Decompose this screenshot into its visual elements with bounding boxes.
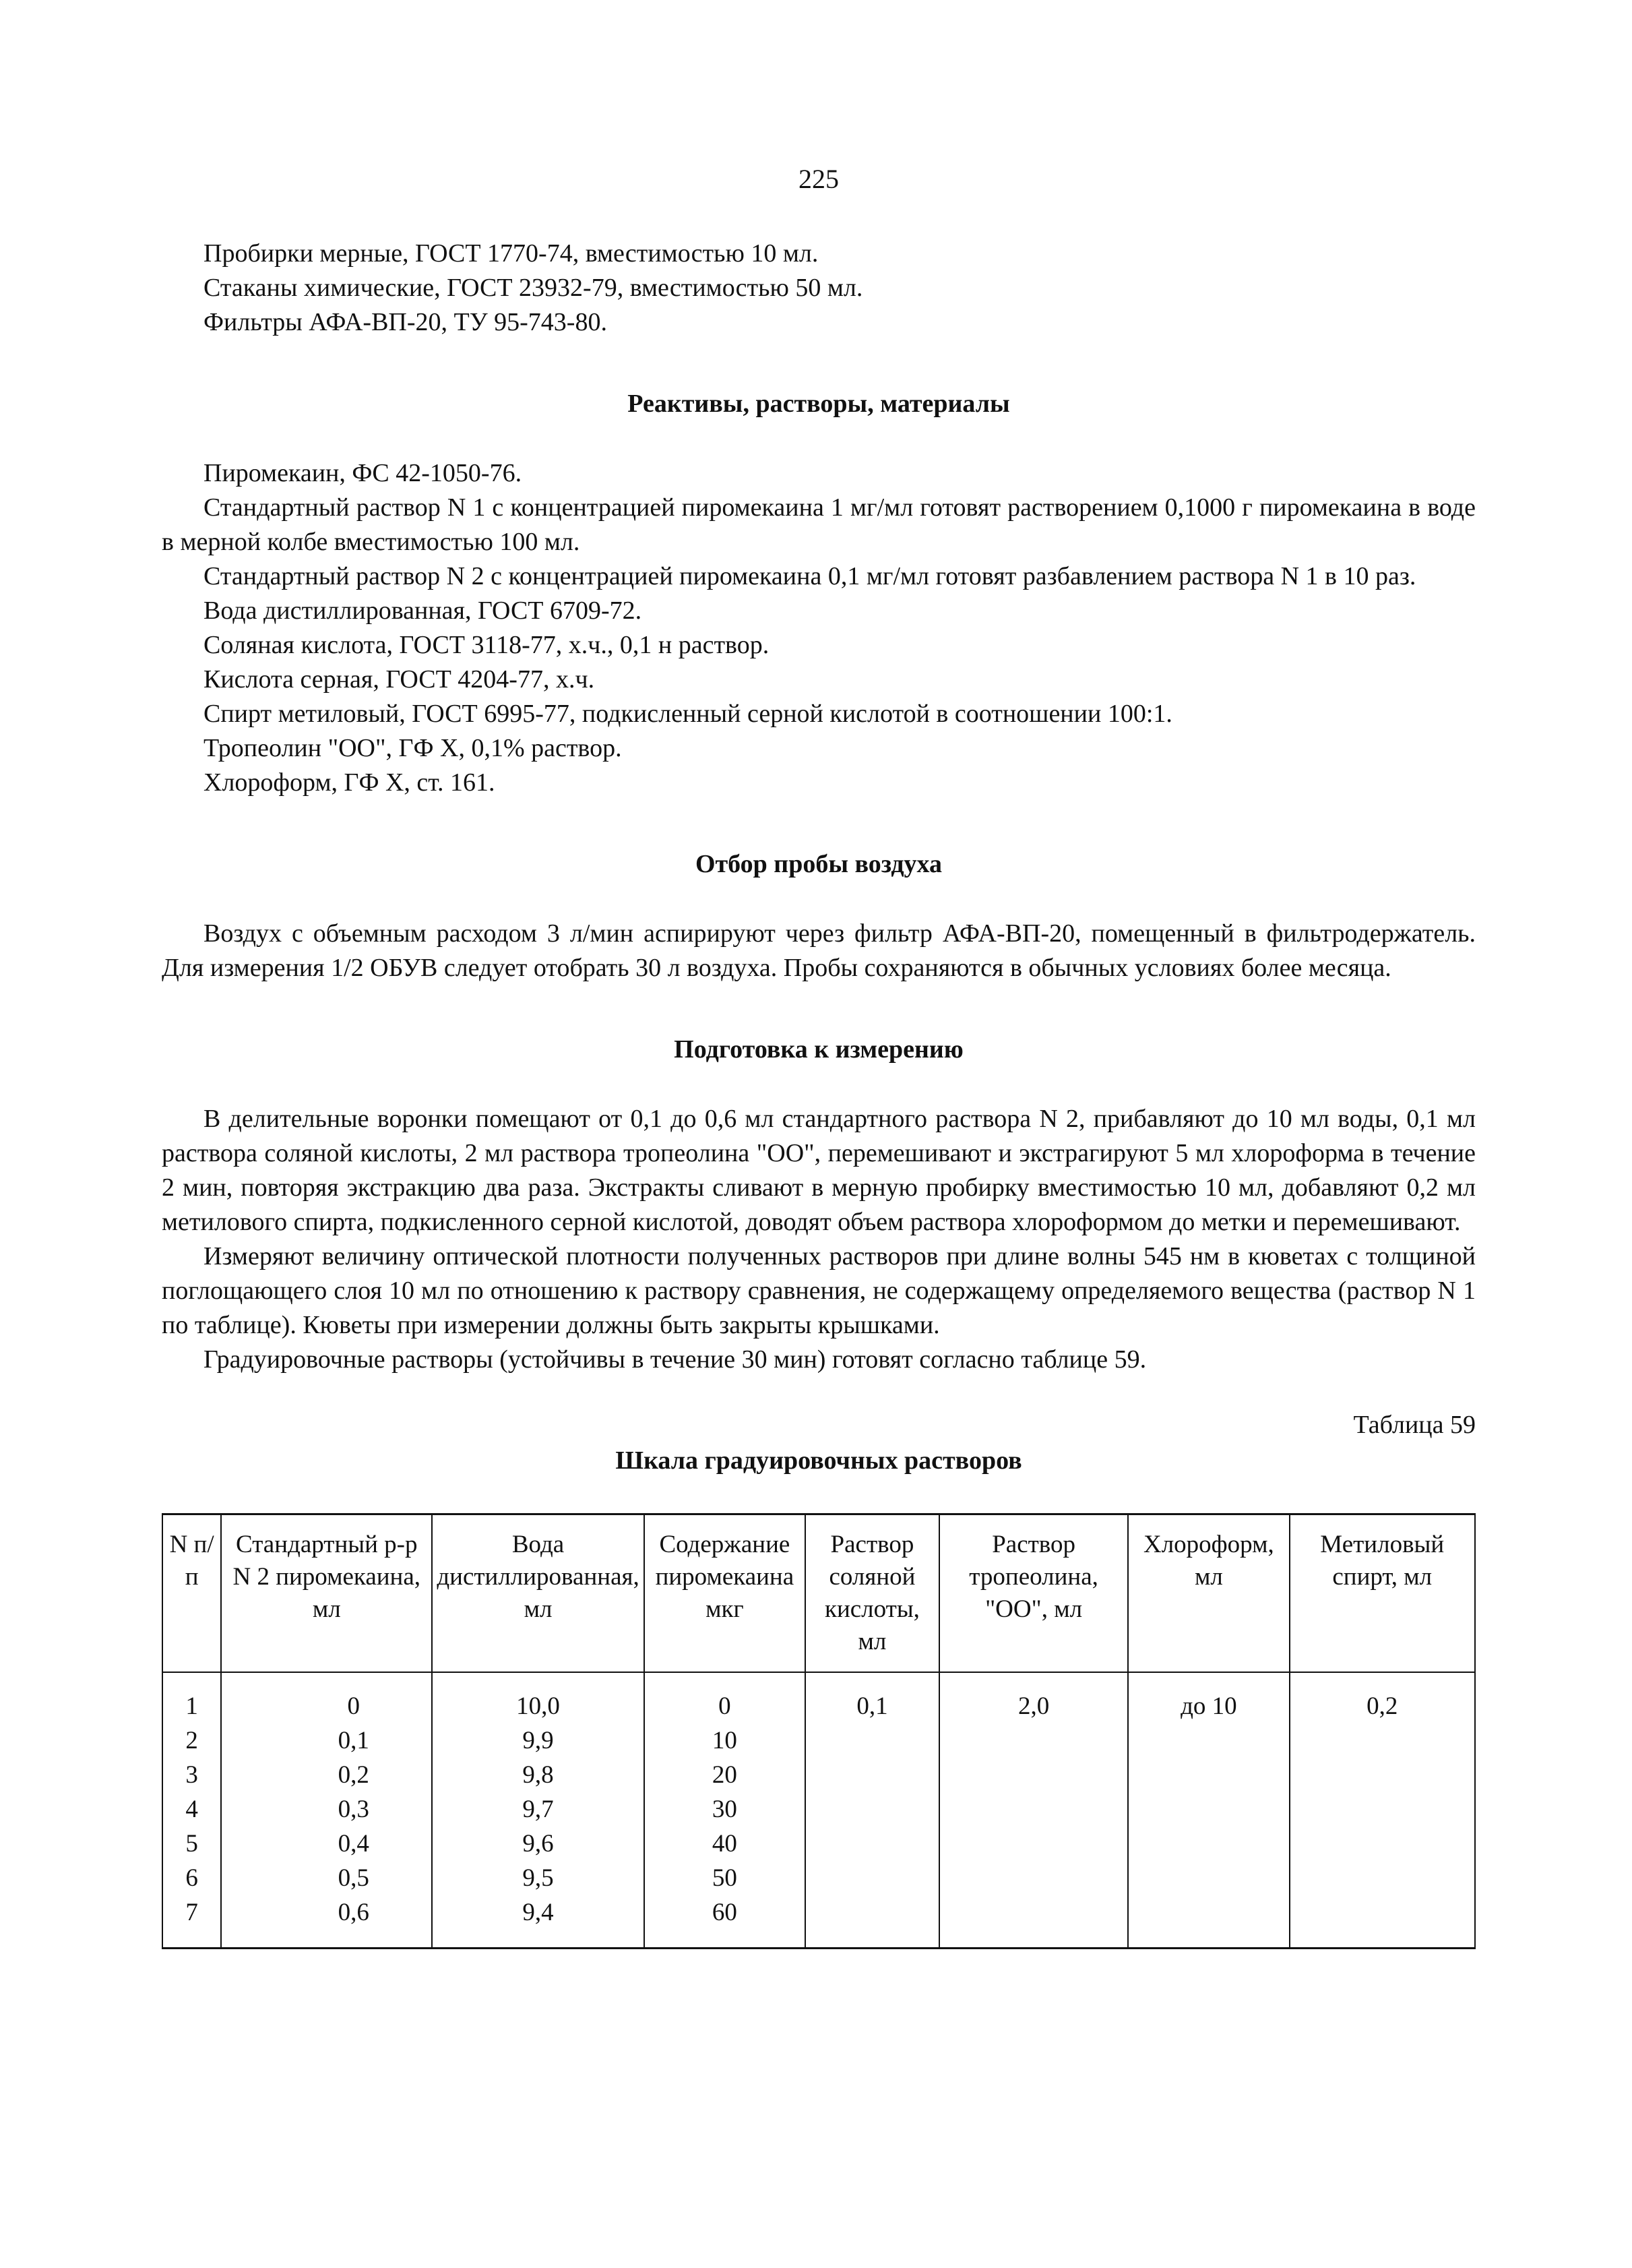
preparation-paragraph: Градуировочные растворы (устойчивы в течение 30 мин) готовят согласно таблице 59. [203, 1345, 1147, 1374]
cell-standard: 0,5 [221, 1862, 432, 1897]
header-water: Вода дистиллированная, мл [432, 1514, 644, 1673]
calibration-table-wrapper [162, 1513, 1476, 1949]
cell-water: 10,0 [432, 1672, 644, 1725]
cell-water: 9,5 [432, 1862, 644, 1897]
header-methanol: Метиловый спирт, мл [1290, 1514, 1476, 1673]
cell-content: 10 [644, 1725, 805, 1759]
table-title: Шкала градуировочных растворов [615, 1446, 1022, 1475]
cell-standard: 0,2 [221, 1759, 432, 1794]
cell-content: 30 [644, 1794, 805, 1828]
cell-content: 20 [644, 1759, 805, 1794]
reagents-list [162, 456, 1476, 800]
reagent-item: Кислота серная, ГОСТ 4204-77, х.ч. [203, 665, 595, 694]
header-n: N п/п [162, 1514, 221, 1673]
equipment-item: Фильтры АФА-ВП-20, ТУ 95-743-80. [203, 308, 607, 336]
preparation-paragraph: Измеряют величину оптической плотности полученных растворов при длине волны 545 нм в кюветах с толщиной поглощающего слоя 10 мл по отношению к раствору сравнения, не содержащему определяемого вещества (раствор N 1 по таблице). Кюветы при измерении должны быть закрыты крышками. [162, 1242, 1476, 1339]
header-content: Содержание пиромекаина мкг [644, 1514, 805, 1673]
cell-content: 0 [644, 1672, 805, 1725]
cell-standard: 0,4 [221, 1828, 432, 1862]
cell-water: 9,4 [432, 1897, 644, 1949]
cell-standard: 0,6 [221, 1897, 432, 1949]
preparation-heading: Подготовка к измерению [674, 1035, 964, 1064]
cell-n: 2 [162, 1725, 221, 1759]
sampling-paragraph: Воздух с объемным расходом 3 л/мин аспирируют через фильтр АФА-ВП-20, помещенный в фильтродержатель. Для измерения 1/2 ОБУВ следует отобрать 30 л воздуха. Пробы сохраняются в обычных условиях более месяца. [162, 919, 1476, 982]
cell-standard: 0,3 [221, 1794, 432, 1828]
document-page [162, 162, 1476, 1949]
table-label: Таблица 59 [1353, 1411, 1476, 1439]
cell-water: 9,8 [432, 1759, 644, 1794]
cell-tropeolin: 2,0 [939, 1672, 1128, 1949]
reagents-heading: Реактивы, растворы, материалы [627, 390, 1010, 418]
header-standard-solution: Стандартный р-р N 2 пиромекаина, мл [221, 1514, 432, 1673]
cell-water: 9,7 [432, 1794, 644, 1828]
header-chloroform: Хлороформ, мл [1128, 1514, 1289, 1673]
page-number: 225 [798, 164, 839, 194]
reagent-item: Вода дистиллированная, ГОСТ 6709-72. [203, 596, 642, 625]
reagent-item: Спирт метиловый, ГОСТ 6995-77, подкисленный серной кислотой в соотношении 100:1. [203, 700, 1172, 728]
cell-chloroform: до 10 [1128, 1672, 1289, 1949]
sampling-heading: Отбор пробы воздуха [695, 850, 943, 878]
cell-content: 60 [644, 1897, 805, 1949]
cell-content: 50 [644, 1862, 805, 1897]
cell-n: 6 [162, 1862, 221, 1897]
cell-water: 9,6 [432, 1828, 644, 1862]
cell-n: 1 [162, 1672, 221, 1725]
equipment-item: Стаканы химические, ГОСТ 23932-79, вместимостью 50 мл. [203, 274, 863, 302]
cell-n: 3 [162, 1759, 221, 1794]
equipment-item: Пробирки мерные, ГОСТ 1770-74, вместимостью 10 мл. [203, 239, 819, 268]
calibration-table [162, 1513, 1476, 1949]
reagent-item: Стандартный раствор N 2 с концентрацией пиромекаина 0,1 мг/мл готовят разбавлением раствора N 1 в 10 раз. [203, 562, 1416, 590]
reagent-item: Соляная кислота, ГОСТ 3118-77, х.ч., 0,1 н раствор. [203, 631, 770, 659]
header-hydrochloric-acid: Раствор соляной кислоты, мл [805, 1514, 939, 1673]
reagent-item: Тропеолин "ОО", ГФ X, 0,1% раствор. [203, 734, 622, 762]
table-header-row [162, 1514, 1475, 1673]
cell-hydrochloric-acid: 0,1 [805, 1672, 939, 1949]
cell-content: 40 [644, 1828, 805, 1862]
equipment-list [162, 237, 1476, 340]
cell-standard: 0,1 [221, 1725, 432, 1759]
cell-standard: 0 [221, 1672, 432, 1725]
header-tropeolin: Раствор тропеолина, "ОО", мл [939, 1514, 1128, 1673]
reagent-item: Хлороформ, ГФ X, ст. 161. [203, 768, 495, 797]
cell-methanol: 0,2 [1290, 1672, 1476, 1949]
cell-n: 5 [162, 1828, 221, 1862]
table-row [162, 1672, 1475, 1725]
cell-water: 9,9 [432, 1725, 644, 1759]
cell-n: 4 [162, 1794, 221, 1828]
reagent-item: Стандартный раствор N 1 с концентрацией пиромекаина 1 мг/мл готовят растворением 0,1000 г пиромекаина в воде в мерной колбе вместимостью 100 мл. [162, 493, 1476, 556]
cell-n: 7 [162, 1897, 221, 1949]
reagent-item: Пиромекаин, ФС 42-1050-76. [203, 459, 522, 487]
preparation-paragraph: В делительные воронки помещают от 0,1 до 0,6 мл стандартного раствора N 2, прибавляют до 10 мл воды, 0,1 мл раствора соляной кислоты, 2 мл раствора тропеолина "ОО", перемешивают и экстрагируют 5 мл хлороформа в течение 2 мин, повторяя экстракцию два раза. Экстракты сливают в мерную пробирку вместимостью 10 мл, добавляют 0,2 мл метилового спирта, подкисленного серной кислотой, доводят объем раствора хлороформом до метки и перемешивают. [162, 1105, 1476, 1236]
